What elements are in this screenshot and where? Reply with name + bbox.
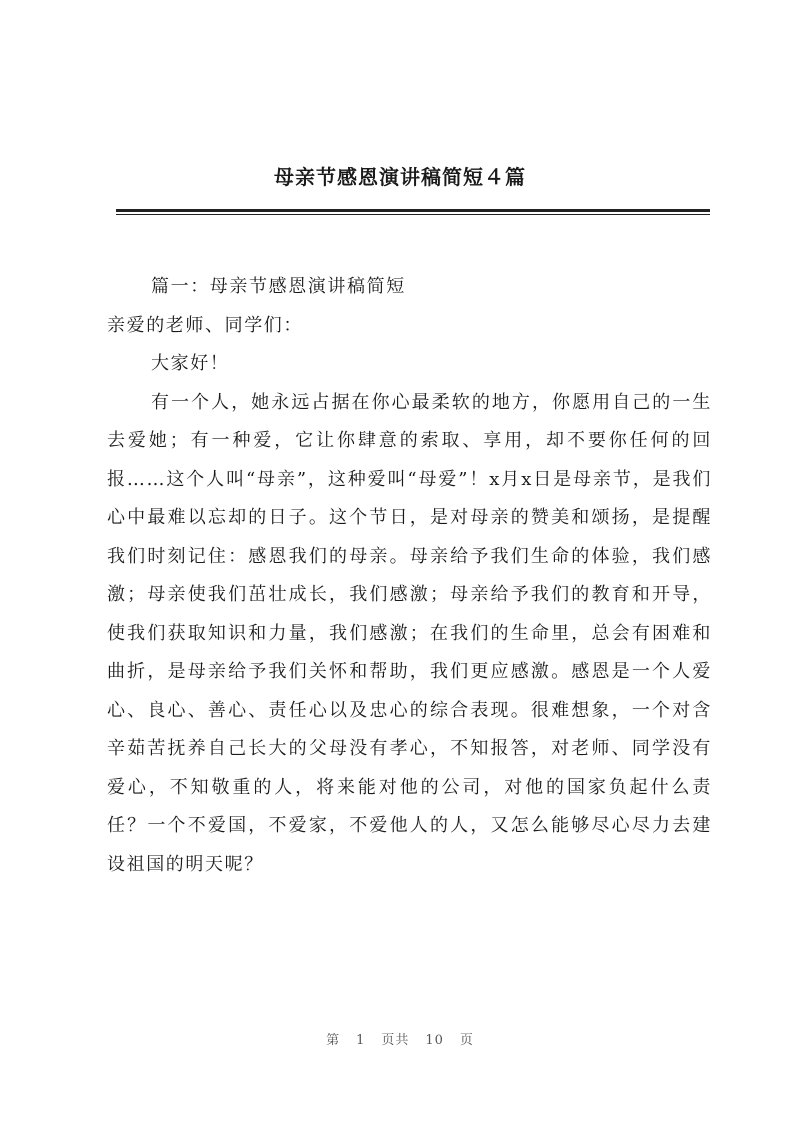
section-heading: 篇一：母亲节感恩演讲稿简短 bbox=[151, 276, 406, 297]
footer-prefix: 第 bbox=[326, 1033, 341, 1048]
footer-middle: 页共 bbox=[381, 1033, 410, 1048]
title-divider bbox=[116, 209, 710, 212]
salutation: 亲爱的老师、同学们： bbox=[107, 314, 303, 336]
footer-suffix: 页 bbox=[459, 1033, 474, 1048]
page-title: 母亲节感恩演讲稿简短４篇 bbox=[274, 165, 526, 189]
page-footer bbox=[0, 1032, 800, 1050]
body-paragraph: 有一个人，她永远占据在你心最柔软的地方，你愿用自己的一生去爱她；有一种爱，它让你肆意的索取、享用，却不要你任何的回报……这个人叫“母亲”，这种爱叫“母爱”！x月x日是母亲节，是我们心中最难以忘却的日子。这个节日，是对母亲的赞美和颂扬，是提醒我们时刻记住：感恩我们的母亲。母亲给予我们生命的体验，我们感激；母亲使我们茁壮成长，我们感激；母亲给予我们的教育和开导，使我们获取知识和力量，我们感激；在我们的生命里，总会有困难和曲折，是母亲给予我们关怀和帮助，我们更应感激。感恩是一个人爱心、良心、善心、责任心以及忠心的综合表现。很难想象，一个对含辛茹苦抚养自己长大的父母没有孝心，不知报答，对老师、同学没有爱心，不知敬重的人，将来能对他的公司，对他的国家负起什么责任？一个不爱国，不爱家，不爱他人的人，又怎么能够尽心尽力去建设祖国的明天呢？ bbox=[107, 391, 712, 875]
title-divider-thin bbox=[116, 214, 710, 215]
document-body bbox=[107, 268, 712, 884]
footer-page-number: 1 bbox=[356, 1033, 366, 1048]
greeting: 大家好！ bbox=[151, 353, 230, 374]
footer-total-pages: 10 bbox=[425, 1033, 444, 1048]
